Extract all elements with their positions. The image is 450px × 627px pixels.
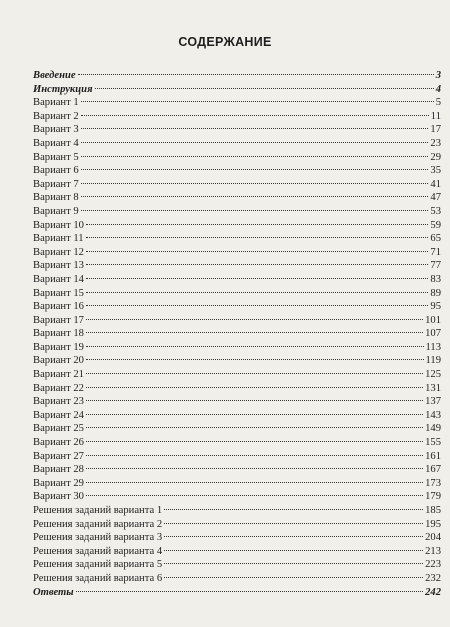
toc-entry-label: Вариант 25 xyxy=(33,423,84,435)
dot-leader xyxy=(81,169,429,170)
toc-entry-label: Вариант 11 xyxy=(33,233,84,245)
dot-leader xyxy=(81,156,429,157)
dot-leader xyxy=(86,251,428,252)
toc-entry xyxy=(33,83,441,97)
toc-entry-label: Вариант 21 xyxy=(33,369,84,381)
toc-entry-page-number: 125 xyxy=(425,369,441,381)
toc-entry xyxy=(33,232,441,246)
dot-leader xyxy=(86,414,423,415)
toc-entry xyxy=(33,572,441,586)
toc-entry-label: Вариант 13 xyxy=(33,260,84,272)
toc-entry-label: Инструкция xyxy=(33,83,93,95)
dot-leader xyxy=(164,577,423,578)
toc-entry-page-number: 89 xyxy=(430,287,441,299)
dot-leader xyxy=(86,387,423,388)
toc-entry xyxy=(33,490,441,504)
toc-entry xyxy=(33,382,441,396)
toc-entry-page-number: 29 xyxy=(430,151,441,163)
toc-entry-label: Вариант 15 xyxy=(33,287,84,299)
toc-entry-page-number: 213 xyxy=(425,545,441,557)
toc-entry-page-number: 167 xyxy=(425,464,441,476)
dot-leader xyxy=(81,183,429,184)
dot-leader xyxy=(86,224,428,225)
toc-entry-page-number: 59 xyxy=(430,219,441,231)
toc-entry-label: Вариант 9 xyxy=(33,205,79,217)
dot-leader xyxy=(164,523,423,524)
toc-entry xyxy=(33,409,441,423)
toc-entry-page-number: 107 xyxy=(425,328,441,340)
toc-entry-label: Вариант 29 xyxy=(33,477,84,489)
dot-leader xyxy=(164,550,423,551)
toc-entry-label: Вариант 5 xyxy=(33,151,79,163)
toc-entry-page-number: 232 xyxy=(425,572,441,584)
toc-entry xyxy=(33,504,441,518)
dot-leader xyxy=(95,88,434,89)
toc-entry-label: Вариант 27 xyxy=(33,450,84,462)
toc-entry-label: Вариант 20 xyxy=(33,355,84,367)
dot-leader xyxy=(86,482,423,483)
toc-entry xyxy=(33,395,441,409)
dot-leader xyxy=(86,373,423,374)
dot-leader xyxy=(76,591,423,592)
toc-entry-label: Вариант 22 xyxy=(33,382,84,394)
toc-entry-label: Вариант 30 xyxy=(33,491,84,503)
toc-entry-label: Вариант 3 xyxy=(33,124,79,136)
dot-leader xyxy=(81,142,429,143)
toc-entry-page-number: 185 xyxy=(425,505,441,516)
toc-entry-label: Вариант 2 xyxy=(33,110,79,122)
toc-entry-page-number: 77 xyxy=(430,260,441,272)
toc-entry-page-number: 179 xyxy=(425,491,441,503)
toc-entry xyxy=(33,205,441,219)
toc-entry-label: Вариант 10 xyxy=(33,219,84,231)
toc-entry-label: Вариант 12 xyxy=(33,246,84,258)
toc-entry-page-number: 242 xyxy=(425,586,441,598)
toc-entry xyxy=(33,287,441,301)
toc-entry xyxy=(33,300,441,314)
toc-entry-label: Вариант 19 xyxy=(33,341,84,353)
table-of-contents xyxy=(33,69,441,599)
toc-entry-label: Вариант 18 xyxy=(33,328,84,340)
toc-entry-page-number: 204 xyxy=(425,532,441,544)
toc-entry xyxy=(33,123,441,137)
toc-entry xyxy=(33,518,441,532)
toc-entry xyxy=(33,110,441,124)
toc-entry-page-number: 113 xyxy=(425,341,441,353)
toc-entry-page-number: 47 xyxy=(430,192,441,204)
toc-entry xyxy=(33,368,441,382)
dot-leader xyxy=(78,74,434,75)
toc-entry-label: Вариант 17 xyxy=(33,314,84,326)
toc-entry-page-number: 83 xyxy=(430,273,441,285)
dot-leader xyxy=(164,509,423,510)
toc-entry-label: Вариант 24 xyxy=(33,409,84,421)
toc-entry-page-number: 11 xyxy=(430,110,441,122)
toc-entry xyxy=(33,164,441,178)
toc-entry xyxy=(33,178,441,192)
toc-entry-page-number: 23 xyxy=(430,137,441,149)
dot-leader xyxy=(164,536,423,537)
page-title: СОДЕРЖАНИЕ xyxy=(178,35,272,49)
toc-entry-label: Вариант 6 xyxy=(33,165,79,177)
toc-entry xyxy=(33,341,441,355)
dot-leader xyxy=(81,210,429,211)
toc-entry xyxy=(33,273,441,287)
toc-entry-page-number: 137 xyxy=(425,396,441,408)
toc-entry-page-number: 161 xyxy=(425,450,441,462)
toc-entry xyxy=(33,314,441,328)
toc-entry xyxy=(33,450,441,464)
toc-entry-label: Решения заданий варианта 3 xyxy=(33,532,163,544)
toc-entry xyxy=(33,545,441,559)
dot-leader xyxy=(81,101,434,102)
toc-entry-page-number: 101 xyxy=(425,314,441,326)
toc-entry-label: Решения заданий варианта 1 xyxy=(33,505,163,516)
toc-entry xyxy=(33,327,441,341)
toc-entry-page-number: 5 xyxy=(435,97,441,109)
dot-leader xyxy=(81,115,429,116)
dot-leader xyxy=(81,196,429,197)
dot-leader xyxy=(86,319,423,320)
dot-leader xyxy=(86,237,429,238)
dot-leader xyxy=(86,441,423,442)
dot-leader xyxy=(86,264,428,265)
toc-entry-page-number: 95 xyxy=(430,301,441,313)
toc-entry-label: Вариант 1 xyxy=(33,97,79,109)
toc-entry-page-number: 149 xyxy=(425,423,441,435)
toc-entry-page-number: 17 xyxy=(430,124,441,136)
toc-entry-page-number: 155 xyxy=(425,437,441,449)
toc-entry-label: Решения заданий варианта 4 xyxy=(33,545,163,557)
dot-leader xyxy=(86,305,428,306)
toc-entry-page-number: 143 xyxy=(425,409,441,421)
toc-entry-page-number: 223 xyxy=(425,559,441,571)
toc-entry-page-number: 65 xyxy=(430,233,441,245)
toc-entry-page-number: 4 xyxy=(435,83,441,95)
toc-entry-label: Решения заданий варианта 5 xyxy=(33,559,163,571)
toc-entry-label: Вариант 8 xyxy=(33,192,79,204)
toc-entry xyxy=(33,246,441,260)
toc-entry xyxy=(33,191,441,205)
dot-leader xyxy=(86,292,428,293)
toc-entry-label: Вариант 26 xyxy=(33,437,84,449)
toc-entry-page-number: 71 xyxy=(430,246,441,258)
dot-leader xyxy=(86,346,424,347)
toc-entry-label: Введение xyxy=(33,70,76,81)
toc-entry-page-number: 3 xyxy=(435,70,441,81)
toc-entry-label: Вариант 7 xyxy=(33,178,79,190)
toc-entry xyxy=(33,586,441,600)
toc-entry-page-number: 119 xyxy=(425,355,441,367)
toc-entry-label: Вариант 23 xyxy=(33,396,84,408)
dot-leader xyxy=(86,495,423,496)
toc-entry xyxy=(33,436,441,450)
dot-leader xyxy=(86,427,423,428)
dot-leader xyxy=(81,128,429,129)
toc-entry-page-number: 131 xyxy=(425,382,441,394)
dot-leader xyxy=(164,563,423,564)
toc-entry-label: Решения заданий варианта 6 xyxy=(33,572,163,584)
toc-entry xyxy=(33,422,441,436)
toc-entry xyxy=(33,259,441,273)
toc-entry-label: Вариант 16 xyxy=(33,301,84,313)
dot-leader xyxy=(86,332,423,333)
dot-leader xyxy=(86,455,423,456)
toc-entry-page-number: 53 xyxy=(430,205,441,217)
toc-entry xyxy=(33,477,441,491)
toc-entry-page-number: 35 xyxy=(430,165,441,177)
toc-entry xyxy=(33,151,441,165)
toc-entry xyxy=(33,69,441,83)
dot-leader xyxy=(86,359,424,360)
toc-entry xyxy=(33,219,441,233)
toc-entry xyxy=(33,96,441,110)
toc-entry xyxy=(33,354,441,368)
toc-entry-label: Вариант 14 xyxy=(33,273,84,285)
toc-entry-page-number: 195 xyxy=(425,518,441,530)
dot-leader xyxy=(86,400,423,401)
toc-entry-page-number: 173 xyxy=(425,477,441,489)
toc-entry-label: Вариант 4 xyxy=(33,137,79,149)
toc-entry xyxy=(33,558,441,572)
toc-entry-label: Вариант 28 xyxy=(33,464,84,476)
dot-leader xyxy=(86,278,428,279)
toc-entry-page-number: 41 xyxy=(430,178,441,190)
dot-leader xyxy=(86,468,423,469)
toc-entry-label: Решения заданий варианта 2 xyxy=(33,518,163,530)
toc-entry-label: Ответы xyxy=(33,586,74,598)
toc-entry xyxy=(33,463,441,477)
toc-entry xyxy=(33,137,441,151)
toc-entry xyxy=(33,531,441,545)
